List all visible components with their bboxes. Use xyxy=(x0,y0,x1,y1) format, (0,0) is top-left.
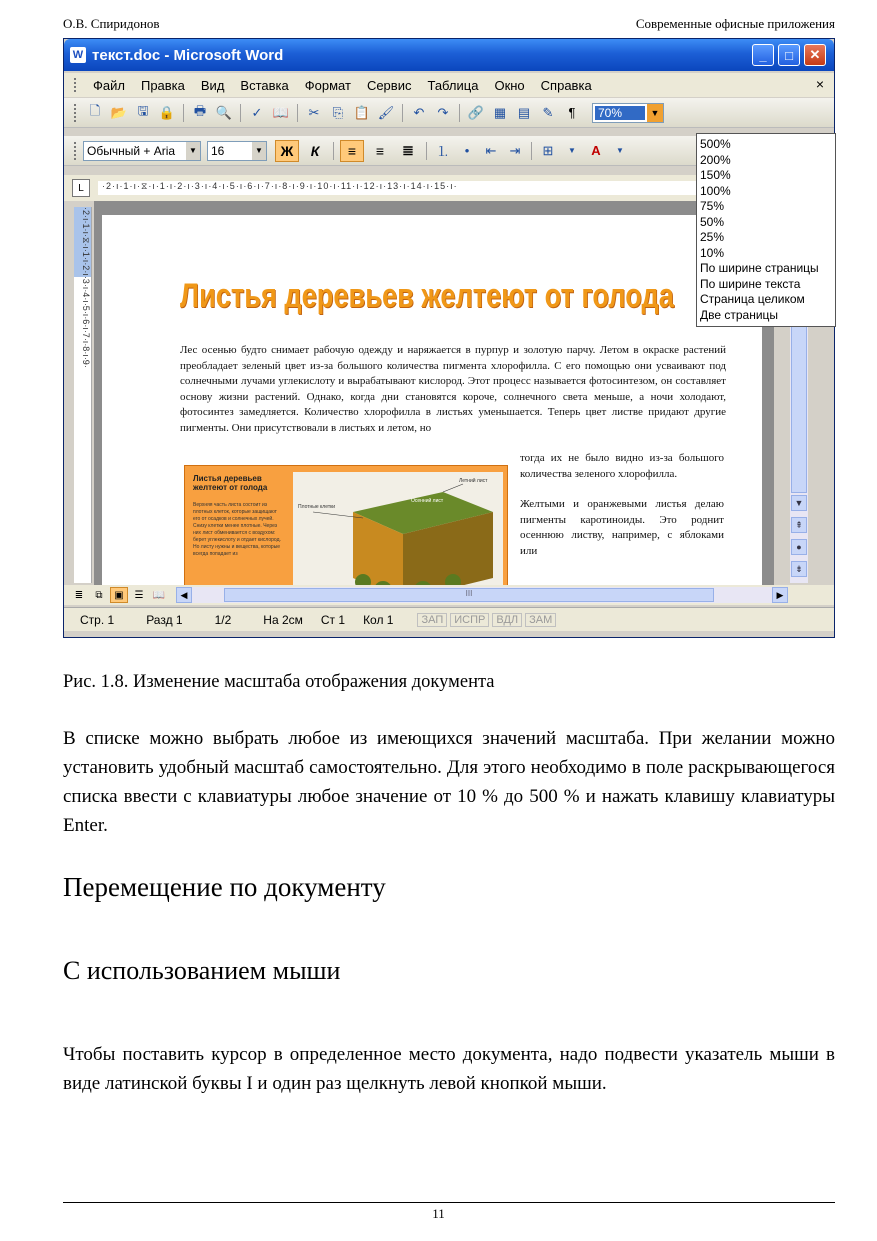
separator xyxy=(426,142,427,160)
zoom-option[interactable]: 50% xyxy=(700,214,725,229)
print-layout-icon[interactable]: ▣ xyxy=(110,587,128,603)
image-label-summer-leaf: Летний лист xyxy=(459,478,488,484)
running-header xyxy=(63,16,835,34)
zoom-option[interactable]: По ширине текста xyxy=(700,276,801,291)
scroll-right-icon[interactable]: ▶ xyxy=(772,587,788,603)
zoom-option[interactable]: По ширине страницы xyxy=(700,261,819,275)
toolbar-grip[interactable] xyxy=(74,104,77,122)
undo-icon[interactable]: ↶ xyxy=(413,104,425,120)
subsection-heading: С использованием мыши xyxy=(63,956,341,985)
horizontal-scroll-thumb[interactable]: III xyxy=(224,588,714,602)
menu-window[interactable]: Окно xyxy=(494,77,525,93)
menu-table[interactable]: Таблица xyxy=(427,77,479,93)
figure-caption: Рис. 1.8. Изменение масштаба отображения документа xyxy=(63,672,495,692)
status-overtype[interactable]: ЗАМ xyxy=(525,613,556,627)
style-combobox[interactable] xyxy=(83,141,201,161)
numbering-icon[interactable]: ⒈ xyxy=(436,144,450,159)
bullets-icon[interactable]: • xyxy=(464,143,470,158)
menu-insert[interactable]: Вставка xyxy=(240,77,289,93)
status-bar xyxy=(64,607,834,631)
chevron-down-icon[interactable]: ▼ xyxy=(647,104,663,122)
font-size-combobox[interactable] xyxy=(207,141,267,161)
research-icon[interactable]: 📖 xyxy=(272,104,290,120)
normal-view-icon[interactable]: ≣ xyxy=(74,589,84,601)
section-heading: Перемещение по документу xyxy=(63,872,386,902)
zoom-option[interactable]: 500% xyxy=(700,137,731,151)
document-paragraph-1[interactable]: Лес осенью будто снимает рабочую одежду и наряжается в пурпур и золотую парчу. Летом в окраске растений преобладает зеленый цвет из-за большого количества пигмента хлорофилла. С его помощью они усваивают под солнечными лучами углекислоту и вырабатывают кислород. Этот процесс называется фотосинтезом, он составляет основу жизни растений. Однако, когда дни становятся короче, солнечного света меньше, а ночи холодают, фотосинтез замедляется. Количество хлорофилла в листьях уменьшается. Теперь цвет листве придают другие пигменты. Они присутствовали в листьях и летом, но xyxy=(180,344,726,434)
chevron-down-icon[interactable]: ▼ xyxy=(616,146,624,155)
menu-file[interactable]: Файл xyxy=(93,77,125,93)
separator xyxy=(240,104,241,122)
maximize-button[interactable]: □ xyxy=(778,44,800,66)
vertical-scroll-thumb[interactable] xyxy=(791,323,807,493)
outline-view-icon[interactable]: ☰ xyxy=(134,589,144,601)
ruler-scale[interactable]: ·2·ı·1·ı·⧖·ı·1·ı·2·ı·3·ı·4·ı·5·ı·6·ı·7·ı·8·ı·9·ı·10·ı·11·ı·12·ı·13·ı·14·ı·15·ı· xyxy=(98,181,788,195)
footer-divider xyxy=(63,1202,835,1203)
document-paragraph-2[interactable]: Желтыми и оранжевыми листья делаю пигменты каротиноиды. Это роднит осеннюю листву, например, с яблоками или xyxy=(520,498,724,557)
zoom-option[interactable]: 10% xyxy=(700,245,725,260)
open-folder-icon[interactable]: 📂 xyxy=(110,104,128,120)
image-title: Листья деревьев желтеют от голода xyxy=(193,474,268,492)
document-title[interactable]: Листья деревьев желтеют от голода xyxy=(180,277,674,315)
vertical-ruler-scale: ·2·ı·1·ı·⧖·ı·1·ı·2·ı·3·ı·4·ı·5·ı·6·ı·7·ı·8·ı·9· xyxy=(81,207,91,368)
window-title: текст.doc - Microsoft Word xyxy=(92,46,284,64)
align-justify-icon[interactable]: ≣ xyxy=(402,142,414,158)
document-paragraph-1-cont[interactable]: тогда их не было видно из-за большого количества зеленого хлорофилла. xyxy=(520,452,724,480)
zoom-option[interactable]: 150% xyxy=(700,168,731,182)
zoom-combobox[interactable] xyxy=(592,103,664,123)
page-number: 11 xyxy=(432,1206,445,1221)
new-document-icon[interactable]: 🗋 xyxy=(89,102,101,118)
body-paragraph-2: Чтобы поставить курсор в определенное место документа, надо подвести указатель мыши в виде латинской буквы I и один раз щелкнуть левой кнопкой мыши. xyxy=(63,1044,835,1094)
separator xyxy=(183,104,184,122)
tables-borders-icon[interactable]: ▦ xyxy=(493,104,507,120)
show-formatting-icon[interactable]: ¶ xyxy=(568,105,576,120)
chevron-down-icon[interactable]: ▼ xyxy=(252,142,266,160)
italic-button[interactable]: К xyxy=(310,142,320,159)
word-screenshot xyxy=(63,38,835,638)
align-left-icon[interactable]: ≡ xyxy=(340,140,364,162)
image-label-autumn-leaf: Осенний лист xyxy=(411,498,444,504)
horizontal-scrollbar[interactable] xyxy=(176,587,788,603)
format-painter-icon[interactable]: 🖌 xyxy=(377,104,395,120)
zoom-option[interactable]: Две страницы xyxy=(700,307,779,322)
standard-toolbar xyxy=(64,98,834,128)
document-right-column[interactable] xyxy=(520,451,724,559)
chevron-down-icon[interactable]: ▼ xyxy=(186,142,200,160)
print-icon[interactable]: 🖶 xyxy=(193,102,207,118)
chevron-down-icon[interactable]: ▼ xyxy=(568,146,576,155)
zoom-option[interactable]: Страница целиком xyxy=(700,292,805,306)
header-book-title: Современные офисные приложения xyxy=(635,16,835,31)
zoom-dropdown-list[interactable] xyxy=(696,133,836,327)
font-color-icon[interactable]: A xyxy=(591,143,601,158)
separator xyxy=(333,142,334,160)
menu-help[interactable]: Справка xyxy=(540,77,592,93)
image-label-dense-cells: Плотные клетки xyxy=(298,504,336,510)
paste-icon[interactable]: 📋 xyxy=(353,104,371,120)
view-scroll-row xyxy=(64,585,834,605)
toolbar-grip[interactable] xyxy=(74,142,77,160)
spelling-icon[interactable]: ✓ xyxy=(251,104,263,120)
reading-layout-icon[interactable]: 📖 xyxy=(152,589,166,601)
title-bar xyxy=(64,39,834,71)
save-icon[interactable]: 🖫 xyxy=(137,102,149,118)
zoom-option[interactable]: 200% xyxy=(700,152,731,167)
redo-icon[interactable]: ↷ xyxy=(437,104,449,120)
image-text: Верхняя часть листа состоит из плотных клеток, которые защищают его от осадков и солнечных лучей. Снизу клетки менее плотные. Через них лист обменивается с воздухом: берет углекислоту и отдает кислород. Но листу нужны и вещества, которые всегда попадает из xyxy=(193,502,281,557)
document-close-icon[interactable]: × xyxy=(815,76,824,92)
zoom-input[interactable]: 70% xyxy=(595,106,645,120)
document-area[interactable] xyxy=(94,201,774,585)
permission-icon[interactable]: 🔒 xyxy=(158,104,176,120)
separator xyxy=(531,142,532,160)
status-section: Разд 1 xyxy=(146,612,183,627)
status-column: Кол 1 xyxy=(363,612,394,627)
vertical-ruler xyxy=(74,207,92,583)
body-paragraph-1: В списке можно выбрать любое из имеющихся значений масштаба. При желании можно установить удобный масштаб самостоятельно. Для этого необходимо в поле раскрывающегося списка ввести с клавиатуры любое значение от 10 % до 500 % и нажать клавишу клавиатуры Enter. xyxy=(63,728,835,836)
menu-tools[interactable]: Сервис xyxy=(366,77,412,93)
status-pages: 1/2 xyxy=(214,612,232,627)
separator xyxy=(402,104,403,122)
web-layout-icon[interactable]: ⧉ xyxy=(95,589,103,601)
status-record[interactable]: ЗАП xyxy=(417,613,447,627)
drawing-icon[interactable]: ✎ xyxy=(542,104,554,120)
menu-bar xyxy=(64,73,834,97)
increase-indent-icon[interactable]: ⇥ xyxy=(509,142,521,158)
borders-icon[interactable]: ⊞ xyxy=(542,142,554,158)
menu-edit[interactable]: Правка xyxy=(140,77,185,93)
status-extend[interactable]: ВДЛ xyxy=(492,613,522,627)
hyperlink-icon[interactable]: 🔗 xyxy=(467,104,485,120)
leaf-cross-section-illustration xyxy=(293,472,503,585)
cut-icon[interactable]: ✂ xyxy=(308,104,320,120)
font-size-value[interactable]: 16 xyxy=(211,143,225,158)
menu-view[interactable]: Вид xyxy=(200,77,225,93)
style-value[interactable]: Обычный + Aria xyxy=(87,143,176,158)
menu-format[interactable]: Формат xyxy=(304,77,351,93)
separator xyxy=(459,104,460,122)
previous-page-icon[interactable]: ⇞ xyxy=(791,517,807,533)
select-browse-object-icon[interactable]: ● xyxy=(791,539,807,555)
next-page-icon[interactable]: ⇟ xyxy=(791,561,807,577)
tab-selector-icon[interactable]: L xyxy=(72,179,90,197)
close-button[interactable]: ✕ xyxy=(804,44,826,66)
status-position: На 2см xyxy=(263,612,303,627)
toolbar-grip[interactable] xyxy=(74,78,77,92)
scroll-left-icon[interactable]: ◀ xyxy=(176,587,192,603)
status-track-changes[interactable]: ИСПР xyxy=(450,613,489,627)
bold-button[interactable]: Ж xyxy=(275,140,299,162)
minimize-button[interactable]: _ xyxy=(752,44,774,66)
status-line: Ст 1 xyxy=(320,612,346,627)
decrease-indent-icon[interactable]: ⇤ xyxy=(485,142,497,158)
scroll-down-icon[interactable]: ▼ xyxy=(791,495,807,511)
print-preview-icon[interactable]: 🔍 xyxy=(215,104,233,120)
insert-table-icon[interactable]: ▤ xyxy=(517,104,531,120)
word-app-icon: W xyxy=(70,47,86,63)
document-page[interactable] xyxy=(102,215,762,585)
zoom-option[interactable]: 75% xyxy=(700,199,725,213)
copy-icon[interactable]: ⎘ xyxy=(332,104,344,120)
separator xyxy=(297,104,298,122)
header-author: О.В. Спиридонов xyxy=(63,16,160,31)
document-image[interactable] xyxy=(184,465,508,585)
zoom-option[interactable]: 100% xyxy=(700,183,731,198)
status-page: Стр. 1 xyxy=(80,612,115,627)
zoom-option[interactable]: 25% xyxy=(700,230,725,244)
align-center-icon[interactable]: ≡ xyxy=(375,142,385,159)
